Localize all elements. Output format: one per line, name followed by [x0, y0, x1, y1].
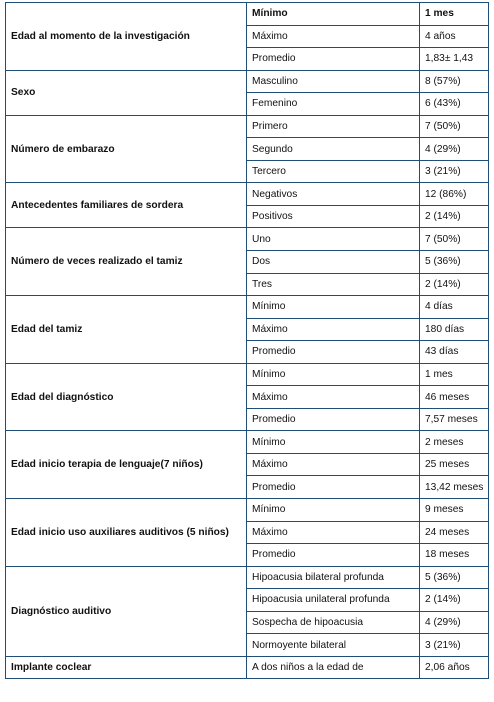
row-item-label: Máximo: [247, 521, 420, 544]
row-item-label: Femenino: [247, 93, 420, 116]
table-row: [6, 70, 489, 93]
row-item-label: Hipoacusia bilateral profunda: [247, 566, 420, 589]
table-row: [6, 3, 489, 26]
row-item-label: Positivos: [247, 205, 420, 228]
row-item-label: Máximo: [247, 318, 420, 341]
table-row: [6, 431, 489, 454]
row-group-label: Edad inicio uso auxiliares auditivos (5 niños): [6, 499, 247, 567]
row-item-label: Máximo: [247, 25, 420, 48]
row-item-label: Promedio: [247, 341, 420, 364]
row-value: 4 años: [420, 25, 489, 48]
row-value: 2 meses: [420, 431, 489, 454]
table-row: [6, 363, 489, 386]
row-item-label: Mínimo: [247, 499, 420, 522]
row-item-label: A dos niños a la edad de: [247, 656, 420, 679]
row-item-label: Uno: [247, 228, 420, 251]
table-row: [6, 566, 489, 589]
row-value: 7 (50%): [420, 228, 489, 251]
row-item-label: Mínimo: [247, 431, 420, 454]
row-item-label: Promedio: [247, 476, 420, 499]
row-item-label: Mínimo: [247, 296, 420, 319]
row-item-label: Primero: [247, 115, 420, 138]
row-group-label: Edad inicio terapia de lenguaje(7 niños): [6, 431, 247, 499]
row-value: 2,06 años: [420, 656, 489, 679]
row-item-label: Máximo: [247, 386, 420, 409]
row-item-label: Promedio: [247, 544, 420, 567]
row-value: 24 meses: [420, 521, 489, 544]
row-item-label: Normoyente bilateral: [247, 634, 420, 657]
row-value: 3 (21%): [420, 160, 489, 183]
row-group-label: Antecedentes familiares de sordera: [6, 183, 247, 228]
row-item-label: Promedio: [247, 408, 420, 431]
row-item-label: Promedio: [247, 48, 420, 71]
row-value: 6 (43%): [420, 93, 489, 116]
row-value: 7,57 meses: [420, 408, 489, 431]
row-item-label: Sospecha de hipoacusia: [247, 611, 420, 634]
row-value: 2 (14%): [420, 205, 489, 228]
row-value: 5 (36%): [420, 251, 489, 274]
table-row: [6, 115, 489, 138]
row-value: 1 mes: [420, 3, 489, 26]
row-group-label: Sexo: [6, 70, 247, 115]
row-value: 1,83± 1,43: [420, 48, 489, 71]
row-group-label: Edad del diagnóstico: [6, 363, 247, 431]
table-row: [6, 183, 489, 206]
row-item-label: Hipoacusia unilateral profunda: [247, 589, 420, 612]
row-item-label: Dos: [247, 251, 420, 274]
row-group-label: Número de embarazo: [6, 115, 247, 183]
row-value: 3 (21%): [420, 634, 489, 657]
row-item-label: Mínimo: [247, 363, 420, 386]
row-group-label: Edad al momento de la investigación: [6, 3, 247, 71]
row-value: 2 (14%): [420, 273, 489, 296]
data-table: [5, 2, 489, 679]
row-value: 12 (86%): [420, 183, 489, 206]
row-value: 18 meses: [420, 544, 489, 567]
row-item-label: Negativos: [247, 183, 420, 206]
row-item-label: Masculino: [247, 70, 420, 93]
row-value: 7 (50%): [420, 115, 489, 138]
row-value: 8 (57%): [420, 70, 489, 93]
row-group-label: Diagnóstico auditivo: [6, 566, 247, 656]
row-item-label: Máximo: [247, 453, 420, 476]
table-row: [6, 228, 489, 251]
row-value: 4 (29%): [420, 611, 489, 634]
row-group-label: Edad del tamiz: [6, 296, 247, 364]
row-value: 13,42 meses: [420, 476, 489, 499]
row-value: 4 días: [420, 296, 489, 319]
row-item-label: Mínimo: [247, 3, 420, 26]
table-row: [6, 499, 489, 522]
row-value: 2 (14%): [420, 589, 489, 612]
row-value: 180 días: [420, 318, 489, 341]
row-value: 9 meses: [420, 499, 489, 522]
row-group-label: Número de veces realizado el tamiz: [6, 228, 247, 296]
table-body: [6, 3, 489, 679]
row-group-label: Implante coclear: [6, 656, 247, 679]
table-row: [6, 296, 489, 319]
row-item-label: Tercero: [247, 160, 420, 183]
row-item-label: Tres: [247, 273, 420, 296]
row-value: 5 (36%): [420, 566, 489, 589]
row-item-label: Segundo: [247, 138, 420, 161]
row-value: 43 días: [420, 341, 489, 364]
table-row: [6, 656, 489, 679]
row-value: 4 (29%): [420, 138, 489, 161]
row-value: 46 meses: [420, 386, 489, 409]
row-value: 25 meses: [420, 453, 489, 476]
row-value: 1 mes: [420, 363, 489, 386]
